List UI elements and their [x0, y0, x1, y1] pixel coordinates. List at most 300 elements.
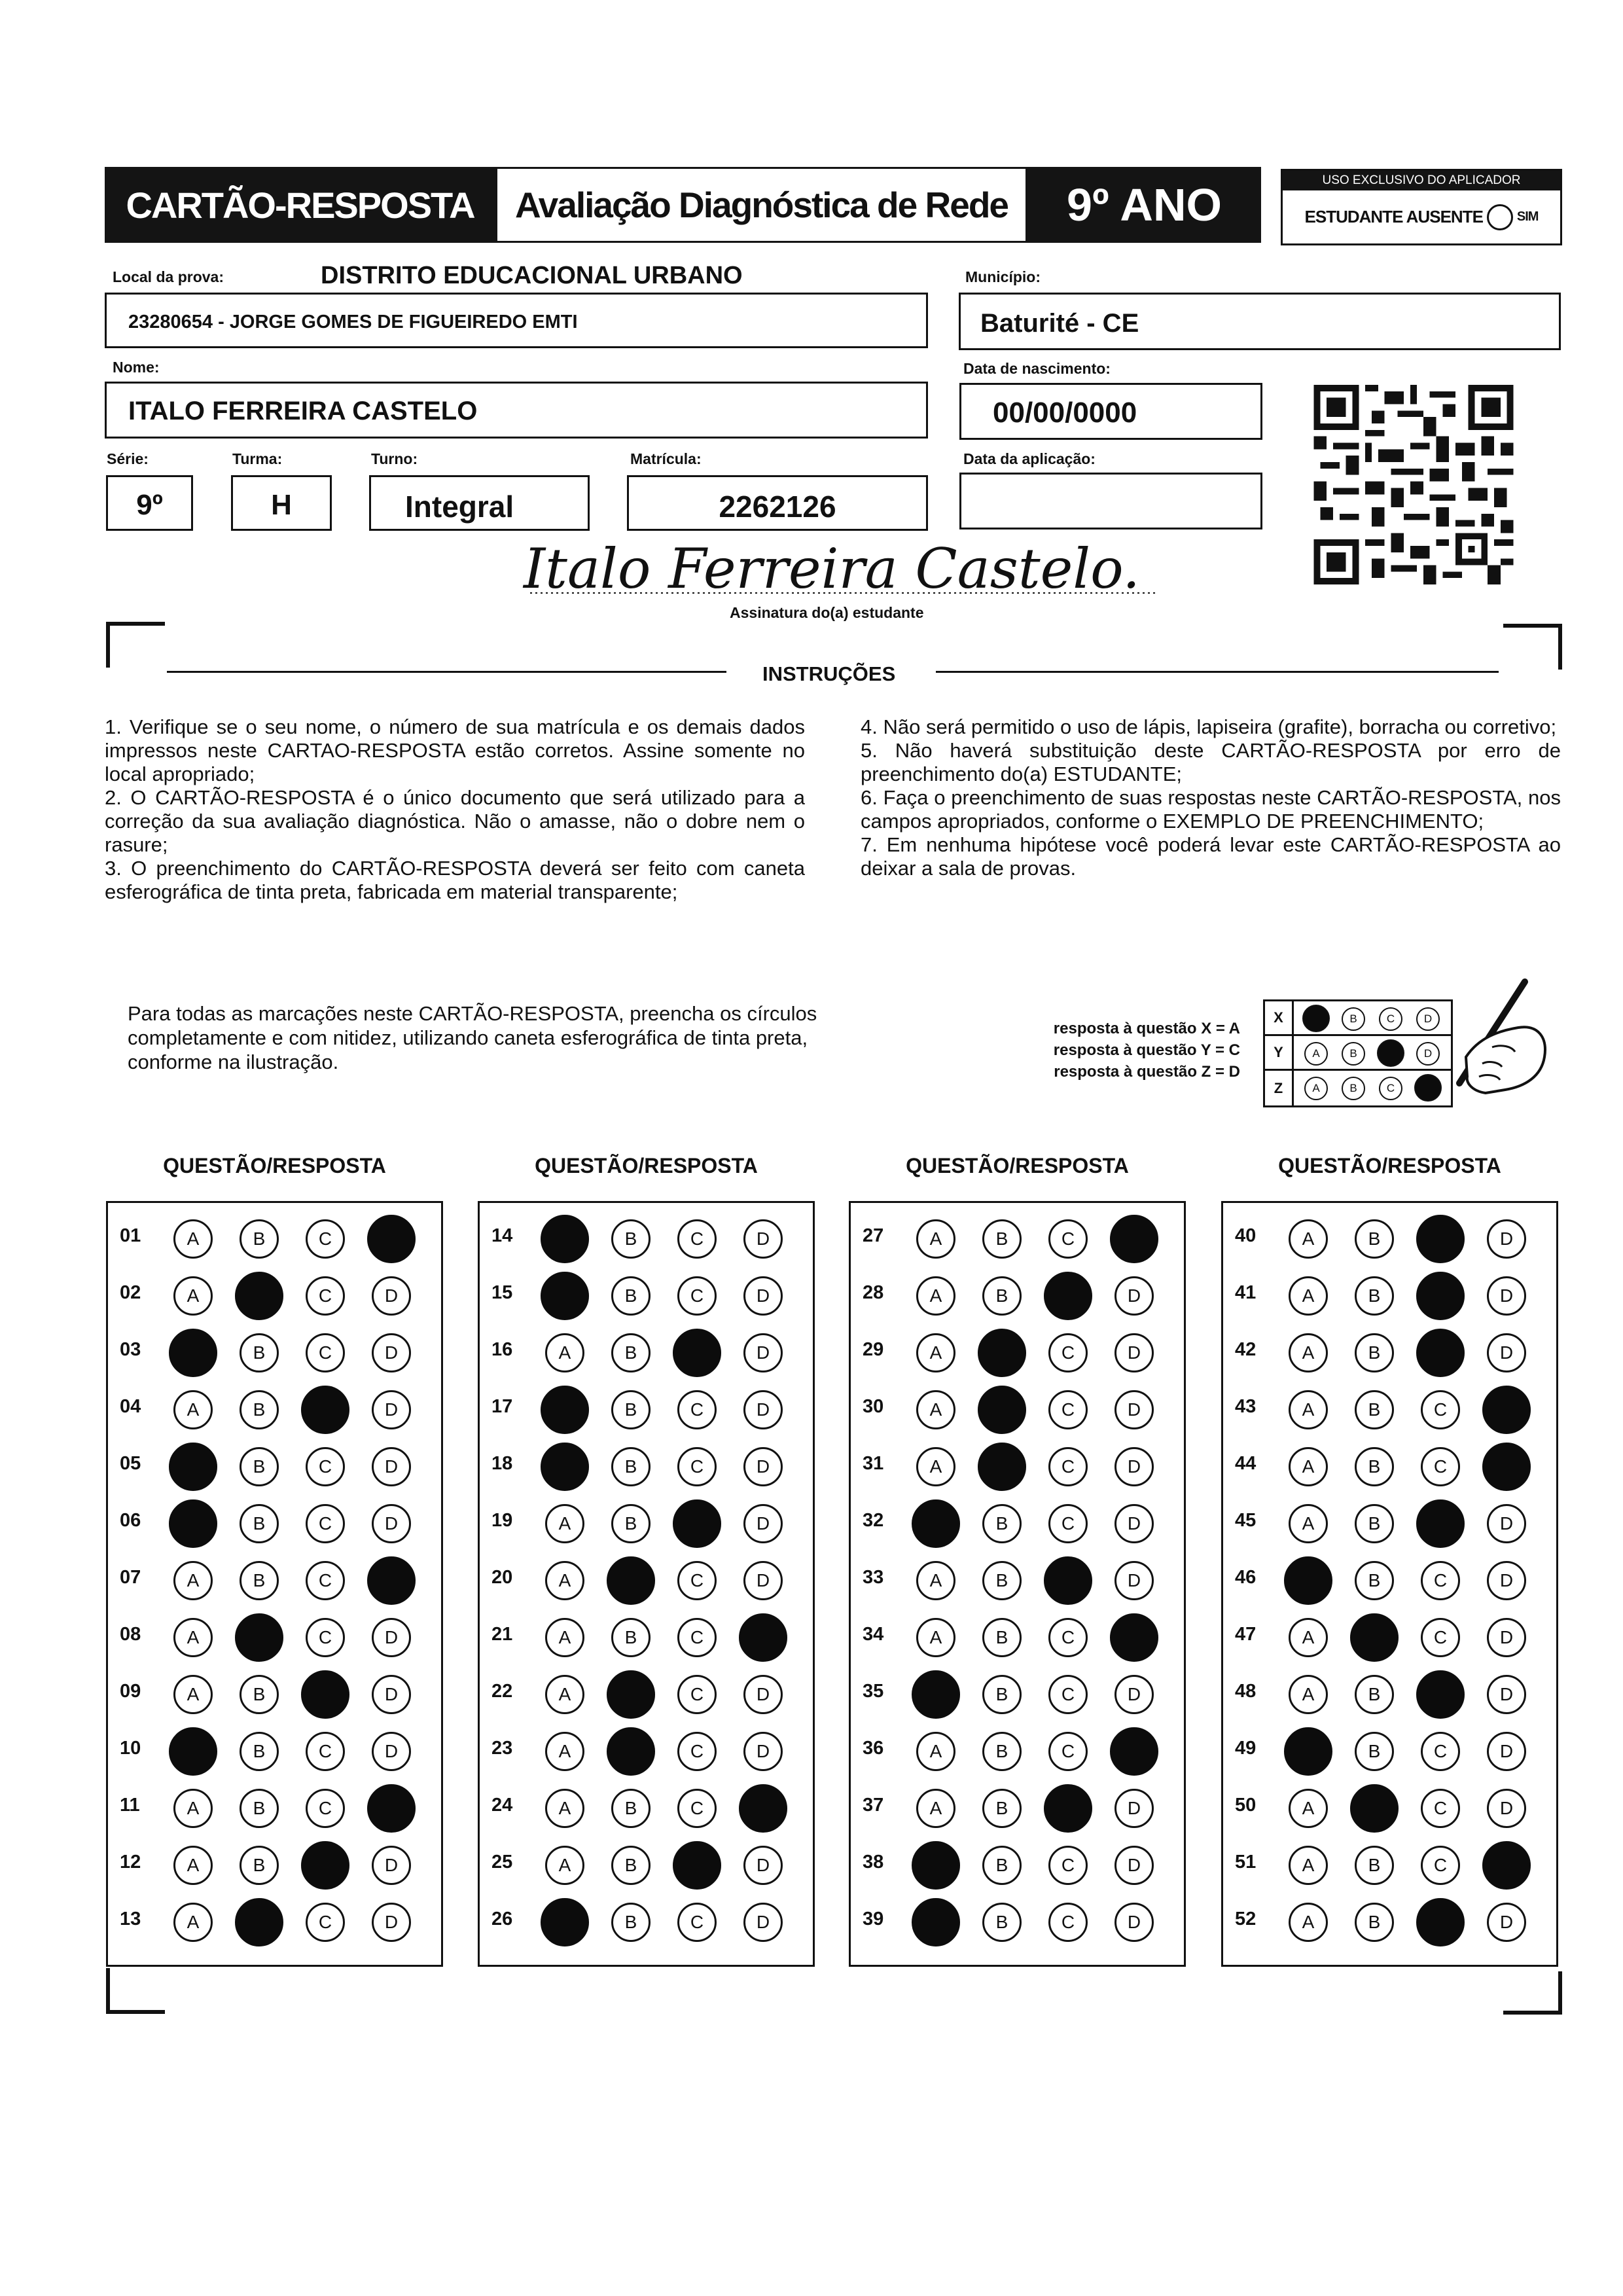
- bubble-a-filled[interactable]: [541, 1272, 589, 1320]
- bubble-c[interactable]: [1421, 1618, 1460, 1657]
- bubble-d[interactable]: [743, 1561, 783, 1600]
- matricula-field: [627, 475, 928, 531]
- bubble-c[interactable]: [306, 1789, 345, 1828]
- bubble-d[interactable]: [743, 1219, 783, 1259]
- bubble-a-filled[interactable]: [1284, 1556, 1332, 1605]
- bubble-c[interactable]: [677, 1447, 717, 1486]
- bubble-a[interactable]: [1289, 1846, 1328, 1885]
- question-number: 03: [120, 1339, 141, 1360]
- bubble-d[interactable]: [743, 1333, 783, 1372]
- example-bubble-letter: B: [1349, 1013, 1357, 1025]
- bubble-d-filled[interactable]: [367, 1556, 416, 1605]
- bubble-b[interactable]: [1355, 1219, 1394, 1259]
- bubble-a-filled[interactable]: [912, 1841, 960, 1890]
- question-row: [851, 1837, 1184, 1894]
- example-bubble-b: [1342, 1007, 1365, 1031]
- turma-field: [231, 475, 332, 531]
- bubble-b[interactable]: [611, 1618, 651, 1657]
- bubble-d[interactable]: [1115, 1390, 1154, 1429]
- question-number: 45: [1235, 1510, 1257, 1531]
- bubble-b-filled[interactable]: [978, 1329, 1026, 1377]
- bubble-letter: D: [384, 1285, 399, 1306]
- bubble-c[interactable]: [677, 1390, 717, 1429]
- bubble-d[interactable]: [1487, 1732, 1526, 1771]
- bubble-a[interactable]: [1289, 1390, 1328, 1429]
- bubble-b-filled[interactable]: [235, 1613, 283, 1662]
- municipio-value: Baturité - CE: [980, 309, 1139, 338]
- bubble-letter: D: [384, 1513, 399, 1534]
- bubble-d[interactable]: [1115, 1561, 1154, 1600]
- bubble-a[interactable]: [1289, 1618, 1328, 1657]
- bubble-d[interactable]: [1115, 1846, 1154, 1885]
- bubble-letter: A: [187, 1684, 200, 1704]
- bubble-a[interactable]: [545, 1618, 584, 1657]
- bubble-letter: C: [318, 1627, 332, 1647]
- corner-mark-bl-h: [106, 2010, 165, 2014]
- bubble-c-filled[interactable]: [1416, 1670, 1465, 1719]
- bubble-b[interactable]: [611, 1504, 651, 1543]
- bubble-c-filled[interactable]: [1044, 1784, 1092, 1833]
- bubble-letter: B: [253, 1855, 266, 1875]
- instruction-item: 3. O preenchimento do CARTÃO-RESPOSTA deverá ser feito com caneta esferográfica de tinta preta, fabricada em material transparente;: [105, 857, 805, 903]
- question-number: 28: [863, 1282, 884, 1303]
- bubble-a[interactable]: [173, 1903, 213, 1942]
- question-number: 29: [863, 1339, 884, 1360]
- bubble-letter: A: [929, 1342, 942, 1363]
- bubble-a-filled[interactable]: [169, 1727, 217, 1776]
- bubble-a[interactable]: [916, 1447, 955, 1486]
- bubble-b[interactable]: [240, 1846, 279, 1885]
- bubble-d[interactable]: [1487, 1618, 1526, 1657]
- bubble-a[interactable]: [1289, 1219, 1328, 1259]
- bubble-d[interactable]: [743, 1276, 783, 1316]
- bubble-a-filled[interactable]: [169, 1443, 217, 1491]
- bubble-letter: A: [187, 1229, 200, 1249]
- bubble-b[interactable]: [1355, 1732, 1394, 1771]
- bubble-a[interactable]: [916, 1789, 955, 1828]
- bubble-d[interactable]: [1487, 1903, 1526, 1942]
- bubble-a[interactable]: [916, 1618, 955, 1657]
- bubble-c[interactable]: [677, 1219, 717, 1259]
- bubble-a[interactable]: [545, 1846, 584, 1885]
- bubble-b[interactable]: [611, 1333, 651, 1372]
- bubble-c-filled[interactable]: [1416, 1499, 1465, 1548]
- bubble-letter: D: [1499, 1741, 1514, 1761]
- bubble-c[interactable]: [677, 1561, 717, 1600]
- bubble-c-filled[interactable]: [301, 1386, 349, 1434]
- bubble-letter: D: [1499, 1912, 1514, 1932]
- bubble-d[interactable]: [372, 1504, 411, 1543]
- bubble-b-filled[interactable]: [607, 1670, 655, 1719]
- bubble-a[interactable]: [545, 1789, 584, 1828]
- bubble-d-filled[interactable]: [367, 1215, 416, 1263]
- bubble-a[interactable]: [1289, 1903, 1328, 1942]
- bubble-b[interactable]: [611, 1276, 651, 1316]
- instruction-item: 6. Faça o preenchimento de suas respostas neste CARTÃO-RESPOSTA, nos campos apropriados, conforme o EXEMPLO DE PREENCHIMENTO;: [861, 786, 1561, 833]
- bubble-a[interactable]: [173, 1789, 213, 1828]
- bubble-b[interactable]: [611, 1903, 651, 1942]
- bubble-c[interactable]: [1048, 1618, 1088, 1657]
- bubble-c-filled[interactable]: [673, 1329, 721, 1377]
- bubble-b[interactable]: [611, 1447, 651, 1486]
- bubble-a[interactable]: [545, 1504, 584, 1543]
- bubble-letter: D: [1127, 1855, 1141, 1875]
- bubble-b[interactable]: [240, 1504, 279, 1543]
- exam-title: Avaliação Diagnóstica de Rede: [495, 167, 1027, 243]
- bubble-a[interactable]: [1289, 1789, 1328, 1828]
- bubble-d-filled[interactable]: [1110, 1613, 1158, 1662]
- bubble-b-filled[interactable]: [607, 1727, 655, 1776]
- bubble-c[interactable]: [1048, 1504, 1088, 1543]
- bubble-b[interactable]: [982, 1675, 1022, 1714]
- instructions-right: [861, 715, 1561, 880]
- bubble-a[interactable]: [916, 1219, 955, 1259]
- bubble-letter: B: [995, 1285, 1008, 1306]
- bubble-d[interactable]: [1115, 1903, 1154, 1942]
- bubble-d[interactable]: [1487, 1675, 1526, 1714]
- bubble-letter: D: [384, 1912, 399, 1932]
- bubble-letter: A: [1302, 1342, 1315, 1363]
- bubble-d-filled[interactable]: [739, 1784, 787, 1833]
- bubble-d[interactable]: [743, 1675, 783, 1714]
- bubble-b[interactable]: [982, 1846, 1022, 1885]
- bubble-letter: D: [384, 1456, 399, 1477]
- bubble-d[interactable]: [743, 1903, 783, 1942]
- bubble-c[interactable]: [1421, 1789, 1460, 1828]
- bubble-c[interactable]: [1048, 1447, 1088, 1486]
- bubble-c[interactable]: [677, 1732, 717, 1771]
- bubble-d-filled[interactable]: [1482, 1443, 1531, 1491]
- bubble-d[interactable]: [372, 1447, 411, 1486]
- bubble-a[interactable]: [916, 1276, 955, 1316]
- bubble-b-filled[interactable]: [978, 1386, 1026, 1434]
- bubble-d[interactable]: [1487, 1504, 1526, 1543]
- bubble-c[interactable]: [306, 1903, 345, 1942]
- bubble-c[interactable]: [306, 1561, 345, 1600]
- bubble-c[interactable]: [677, 1618, 717, 1657]
- bubble-d[interactable]: [1487, 1333, 1526, 1372]
- bubble-a-filled[interactable]: [541, 1386, 589, 1434]
- bubble-letter: D: [1127, 1513, 1141, 1534]
- bubble-d[interactable]: [372, 1846, 411, 1885]
- absent-checkbox[interactable]: [1487, 204, 1513, 230]
- question-row: [851, 1325, 1184, 1382]
- absent-field[interactable]: [1283, 190, 1560, 243]
- bubble-d[interactable]: [372, 1675, 411, 1714]
- bubble-c[interactable]: [1048, 1732, 1088, 1771]
- bubble-c[interactable]: [1421, 1561, 1460, 1600]
- bubble-c[interactable]: [1048, 1846, 1088, 1885]
- bubble-b[interactable]: [982, 1903, 1022, 1942]
- bubble-letter: C: [1061, 1342, 1075, 1363]
- bubble-letter: B: [624, 1456, 637, 1477]
- bubble-a[interactable]: [1289, 1333, 1328, 1372]
- bubble-c[interactable]: [306, 1333, 345, 1372]
- bubble-b[interactable]: [240, 1675, 279, 1714]
- bubble-c-filled[interactable]: [673, 1499, 721, 1548]
- bubble-letter: D: [1499, 1513, 1514, 1534]
- bubble-letter: D: [384, 1855, 399, 1875]
- bubble-d[interactable]: [1115, 1276, 1154, 1316]
- bubble-letter: A: [929, 1229, 942, 1249]
- bubble-a-filled[interactable]: [541, 1215, 589, 1263]
- example-bubble-c-filled: [1377, 1039, 1404, 1067]
- question-number: 25: [491, 1852, 513, 1873]
- bubble-b[interactable]: [1355, 1447, 1394, 1486]
- bubble-letter: A: [187, 1399, 200, 1420]
- bubble-d[interactable]: [1115, 1675, 1154, 1714]
- question-row: [480, 1837, 813, 1894]
- bubble-b[interactable]: [1355, 1561, 1394, 1600]
- bubble-b[interactable]: [611, 1390, 651, 1429]
- bubble-d[interactable]: [1487, 1789, 1526, 1828]
- question-row: [851, 1211, 1184, 1268]
- example-bubble-letter: A: [1312, 1047, 1320, 1060]
- bubble-a[interactable]: [173, 1618, 213, 1657]
- bubble-letter: B: [1368, 1342, 1381, 1363]
- bubble-b[interactable]: [982, 1618, 1022, 1657]
- bubble-d[interactable]: [372, 1390, 411, 1429]
- bubble-d[interactable]: [1115, 1504, 1154, 1543]
- bubble-c-filled[interactable]: [1416, 1272, 1465, 1320]
- example-line: resposta à questão Z = D: [1054, 1063, 1240, 1081]
- bubble-d[interactable]: [1487, 1276, 1526, 1316]
- question-number: 32: [863, 1510, 884, 1531]
- bubble-letter: C: [1061, 1855, 1075, 1875]
- bubble-d-filled[interactable]: [1482, 1841, 1531, 1890]
- bubble-b[interactable]: [982, 1219, 1022, 1259]
- nascimento-value: 00/00/0000: [993, 397, 1137, 429]
- bubble-c[interactable]: [1048, 1390, 1088, 1429]
- school-field: [105, 293, 928, 348]
- bubble-b[interactable]: [982, 1504, 1022, 1543]
- bubble-a[interactable]: [173, 1390, 213, 1429]
- bubble-c[interactable]: [1048, 1219, 1088, 1259]
- bubble-letter: D: [756, 1285, 770, 1306]
- bubble-c[interactable]: [1421, 1846, 1460, 1885]
- bubble-a-filled[interactable]: [169, 1499, 217, 1548]
- bubble-b[interactable]: [240, 1390, 279, 1429]
- grade-badge: 9º ANO: [1027, 167, 1261, 243]
- bubble-letter: C: [690, 1741, 704, 1761]
- bubble-b[interactable]: [240, 1789, 279, 1828]
- question-number: 41: [1235, 1282, 1257, 1303]
- bubble-a[interactable]: [173, 1219, 213, 1259]
- bubble-b[interactable]: [1355, 1333, 1394, 1372]
- bubble-c-filled[interactable]: [1044, 1272, 1092, 1320]
- bubble-d[interactable]: [1115, 1447, 1154, 1486]
- bubble-letter: A: [1302, 1627, 1315, 1647]
- bubble-c-filled[interactable]: [1416, 1329, 1465, 1377]
- bubble-c[interactable]: [306, 1504, 345, 1543]
- question-row: [480, 1325, 813, 1382]
- bubble-a[interactable]: [916, 1333, 955, 1372]
- bubble-c-filled[interactable]: [301, 1841, 349, 1890]
- bubble-c[interactable]: [1421, 1390, 1460, 1429]
- bubble-a[interactable]: [173, 1846, 213, 1885]
- bubble-a-filled[interactable]: [912, 1670, 960, 1719]
- bubble-c[interactable]: [677, 1789, 717, 1828]
- bubble-a[interactable]: [173, 1675, 213, 1714]
- bubble-b[interactable]: [982, 1789, 1022, 1828]
- bubble-c[interactable]: [306, 1732, 345, 1771]
- bubble-a[interactable]: [545, 1732, 584, 1771]
- bubble-c[interactable]: [1048, 1903, 1088, 1942]
- bubble-d-filled[interactable]: [1482, 1386, 1531, 1434]
- bubble-letter: C: [690, 1399, 704, 1420]
- bubble-d-filled[interactable]: [1110, 1727, 1158, 1776]
- bubble-letter: B: [253, 1229, 266, 1249]
- aplicacao-field[interactable]: [959, 473, 1262, 529]
- bubble-d[interactable]: [1487, 1561, 1526, 1600]
- bubble-b[interactable]: [240, 1219, 279, 1259]
- bubble-b[interactable]: [240, 1333, 279, 1372]
- bubble-b[interactable]: [611, 1789, 651, 1828]
- bubble-a[interactable]: [545, 1333, 584, 1372]
- bubble-d[interactable]: [372, 1333, 411, 1372]
- bubble-b[interactable]: [1355, 1390, 1394, 1429]
- bubble-c[interactable]: [677, 1675, 717, 1714]
- bubble-letter: B: [995, 1684, 1008, 1704]
- bubble-d-filled[interactable]: [1110, 1215, 1158, 1263]
- bubble-b[interactable]: [240, 1732, 279, 1771]
- bubble-c[interactable]: [306, 1276, 345, 1316]
- bubble-c[interactable]: [677, 1276, 717, 1316]
- serie-label: Série:: [107, 450, 149, 467]
- bubble-a[interactable]: [916, 1561, 955, 1600]
- column-title: QUESTÃO/RESPOSTA: [906, 1154, 1129, 1177]
- bubble-c-filled[interactable]: [1044, 1556, 1092, 1605]
- bubble-letter: C: [1061, 1912, 1075, 1932]
- bubble-a-filled[interactable]: [912, 1898, 960, 1946]
- bubble-letter: C: [1061, 1456, 1075, 1477]
- bubble-letter: D: [1127, 1798, 1141, 1818]
- bubble-letter: C: [1433, 1570, 1448, 1590]
- answer-column: [478, 1201, 815, 1967]
- question-row: [851, 1723, 1184, 1780]
- bubble-letter: A: [558, 1342, 571, 1363]
- bubble-b[interactable]: [982, 1561, 1022, 1600]
- absent-yes-label: SIM: [1516, 209, 1539, 224]
- bubble-c-filled[interactable]: [1416, 1898, 1465, 1946]
- bubble-d[interactable]: [372, 1732, 411, 1771]
- bubble-b-filled[interactable]: [1350, 1784, 1399, 1833]
- bubble-c-filled[interactable]: [673, 1841, 721, 1890]
- bubble-c[interactable]: [1048, 1675, 1088, 1714]
- bubble-d[interactable]: [743, 1504, 783, 1543]
- bubble-d-filled[interactable]: [739, 1613, 787, 1662]
- bubble-a[interactable]: [173, 1276, 213, 1316]
- bubble-d[interactable]: [1115, 1789, 1154, 1828]
- bubble-b[interactable]: [240, 1561, 279, 1600]
- question-row: [1223, 1552, 1556, 1609]
- bubble-a[interactable]: [545, 1675, 584, 1714]
- bubble-a[interactable]: [916, 1732, 955, 1771]
- bubble-a[interactable]: [1289, 1504, 1328, 1543]
- instruction-item: 2. O CARTÃO-RESPOSTA é o único documento que será utilizado para a correção da sua avaliação diagnóstica. Não o amasse, não o dobre nem o rasure;: [105, 786, 805, 856]
- bubble-b-filled[interactable]: [607, 1556, 655, 1605]
- bubble-b[interactable]: [1355, 1675, 1394, 1714]
- bubble-d[interactable]: [1487, 1219, 1526, 1259]
- bubble-b-filled[interactable]: [1350, 1613, 1399, 1662]
- bubble-letter: B: [253, 1684, 266, 1704]
- bubble-d[interactable]: [1115, 1333, 1154, 1372]
- bubble-b[interactable]: [1355, 1504, 1394, 1543]
- bubble-a[interactable]: [173, 1561, 213, 1600]
- bubble-c[interactable]: [1421, 1447, 1460, 1486]
- example-table: [1263, 999, 1453, 1107]
- bubble-b[interactable]: [982, 1276, 1022, 1316]
- municipio-field: [959, 293, 1561, 350]
- bubble-a-filled[interactable]: [541, 1898, 589, 1946]
- bubble-a[interactable]: [1289, 1675, 1328, 1714]
- bubble-d[interactable]: [372, 1903, 411, 1942]
- bubble-a-filled[interactable]: [541, 1443, 589, 1491]
- bubble-letter: B: [1368, 1912, 1381, 1932]
- bubble-c[interactable]: [306, 1219, 345, 1259]
- bubble-c-filled[interactable]: [301, 1670, 349, 1719]
- question-number: 10: [120, 1738, 141, 1759]
- bubble-letter: A: [187, 1798, 200, 1818]
- bubble-letter: A: [558, 1741, 571, 1761]
- bubble-c[interactable]: [1048, 1333, 1088, 1372]
- bubble-letter: B: [624, 1399, 637, 1420]
- question-row: [851, 1894, 1184, 1951]
- bubble-b[interactable]: [982, 1732, 1022, 1771]
- bubble-a[interactable]: [545, 1561, 584, 1600]
- bubble-c[interactable]: [306, 1618, 345, 1657]
- bubble-b-filled[interactable]: [235, 1272, 283, 1320]
- bubble-letter: B: [624, 1627, 637, 1647]
- bubble-d[interactable]: [372, 1618, 411, 1657]
- bubble-d[interactable]: [743, 1447, 783, 1486]
- bubble-a[interactable]: [1289, 1276, 1328, 1316]
- bubble-letter: D: [384, 1627, 399, 1647]
- bubble-d[interactable]: [372, 1276, 411, 1316]
- bubble-letter: C: [318, 1285, 332, 1306]
- bubble-a[interactable]: [1289, 1447, 1328, 1486]
- bubble-d[interactable]: [743, 1732, 783, 1771]
- bubble-b[interactable]: [240, 1447, 279, 1486]
- bubble-a-filled[interactable]: [1284, 1727, 1332, 1776]
- bubble-b[interactable]: [611, 1846, 651, 1885]
- bubble-d-filled[interactable]: [367, 1784, 416, 1833]
- bubble-d[interactable]: [743, 1846, 783, 1885]
- bubble-c[interactable]: [677, 1903, 717, 1942]
- signature-script: Italo Ferreira Castelo.: [524, 538, 1140, 597]
- bubble-b-filled[interactable]: [978, 1443, 1026, 1491]
- bubble-c[interactable]: [1421, 1732, 1460, 1771]
- question-row: [851, 1496, 1184, 1552]
- bubble-b[interactable]: [1355, 1846, 1394, 1885]
- bubble-a[interactable]: [916, 1390, 955, 1429]
- bubble-a-filled[interactable]: [912, 1499, 960, 1548]
- bubble-b[interactable]: [1355, 1276, 1394, 1316]
- bubble-b[interactable]: [1355, 1903, 1394, 1942]
- bubble-a-filled[interactable]: [169, 1329, 217, 1377]
- bubble-letter: B: [1368, 1684, 1381, 1704]
- bubble-d[interactable]: [743, 1390, 783, 1429]
- example-row: [1265, 1036, 1451, 1071]
- bubble-c[interactable]: [306, 1447, 345, 1486]
- example-row: [1265, 1001, 1451, 1036]
- bubble-b-filled[interactable]: [235, 1898, 283, 1946]
- question-row: [108, 1382, 441, 1439]
- question-number: 24: [491, 1795, 513, 1816]
- bubble-c-filled[interactable]: [1416, 1215, 1465, 1263]
- bubble-b[interactable]: [611, 1219, 651, 1259]
- bubble-letter: B: [624, 1855, 637, 1875]
